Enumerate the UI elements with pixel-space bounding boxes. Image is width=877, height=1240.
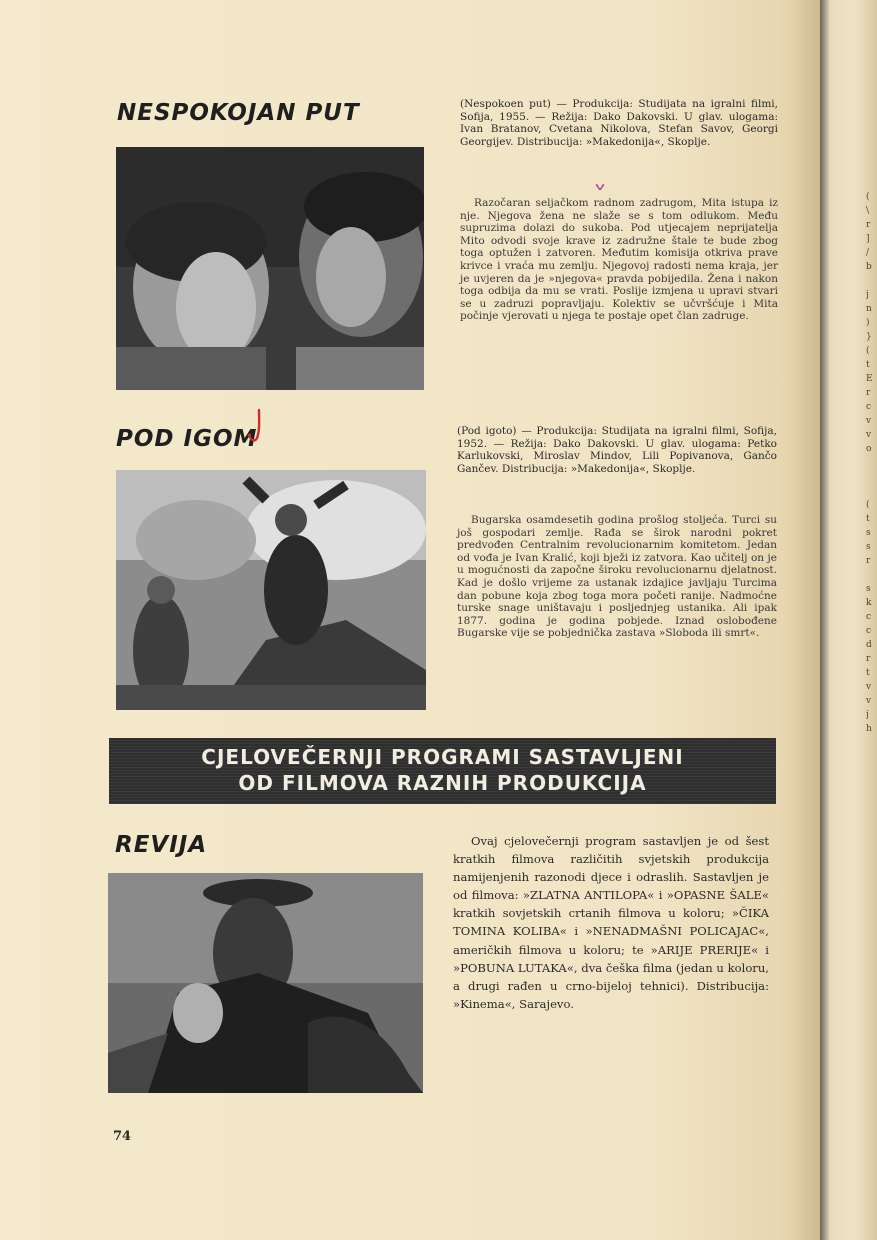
credits-nespokojan-put: (Nespokoen put) — Produkcija: Studijata na igralni filmi, Sofija, 1955. — Režija: Dako Dakovski. U glav. ulogama: Ivan Bratanov, Cvetana Nikolova, Stefan Savov, Georgi Georgijev. Distribucija: »Makedonija«, Skoplje. bbox=[460, 98, 778, 148]
film-still-nespokojan-put bbox=[116, 147, 424, 390]
film-still-pod-igom bbox=[116, 470, 426, 710]
synopsis-pod-igom: Bugarska osamdesetih godina prošlog stoljeća. Turci su još gospodari zemlje. Rađa se širok narodni pokret predvođen Centralnim revolucionarnim komitetom. Jedan od vođa je Ivan Kralić, koji bježi iz zatvora. Kao učitelj on je u mogućnosti da započne široku revolucionarnu djelatnost. Kad je došlo vrijeme za ustanak izdajice javljaju Turcima dan pobune koja zbog toga mora početi ranije. Nadmoćne turske snage uništavaju i posljednjeg ustanika. Ali ipak 1877. godina je godina pobjede. Iznad oslobođene Bugarske vije se pobjednička zastava »Sloboda ili smrt«. bbox=[457, 514, 777, 640]
section-banner bbox=[109, 738, 776, 804]
adjacent-page-text: ( \ r ] / b j n ) } ( t E r c v v o ( t s s r s k c c d r t v v j h bbox=[866, 192, 873, 734]
film-title-nespokojan-put: NESPOKOJAN PUT bbox=[117, 100, 360, 126]
film-title-revija: REVIJA bbox=[115, 832, 208, 858]
ink-mark bbox=[596, 184, 604, 190]
banner-line-1: CJELOVEČERNJI PROGRAMI SASTAVLJENI bbox=[201, 745, 684, 769]
handwritten-check-icon bbox=[247, 408, 265, 444]
credits-pod-igom: (Pod igoto) — Produkcija: Studijata na igralni filmi, Sofija, 1952. — Režija: Dako Dakovski. U glav. ulogama: Petko Karlukovski, Miroslav Mindov, Lili Popivanova, Gančo Gančev. Distribucija: »Makedonija«, Skoplje. bbox=[457, 425, 777, 475]
film-title-pod-igom: POD IGOM bbox=[116, 426, 258, 452]
page-number: 74 bbox=[113, 1129, 132, 1144]
film-still-revija bbox=[108, 873, 423, 1093]
synopsis-nespokojan-put: Razočaran seljačkom radnom zadrugom, Mita istupa iz nje. Njegova žena ne slaže se s tom odlukom. Među supruzima dolazi do sukoba. Pod utjecajem neprijatelja Mito odvodi svoje krave iz zadružne štale te bude zbog toga optužen i zatvoren. Međutim komisija otkriva prave krivce i vraća mu zemlju. Njegovoj radosti nema kraja, jer je uvjeren da je »njegova« pravda pobijedila. Žena i nakon toga odbija da mu se vrati. Poslije izmjena u upravi stvari se u zadruzi popravljaju. Kolektiv se učvršćuje i Mita počinje vjerovati u njega te postaje opet član zadruge. bbox=[460, 197, 778, 323]
revija-description: Ovaj cjelovečernji program sastavljen je od šest kratkih filmova različitih svjetskih produkcija namijenjenih razonodi djece i odraslih. Sastavljen je od filmova: »ZLATNA ANTILOPA« i »OPASNE ŠALE« kratkih sovjetskih crtanih filmova u koloru; »ČIKA TOMINA KOLIBA« i »NENADMAŠNI POLICAJAC«, američkih filmova u koloru; te »ARIJE PRERIJE« i »POBUNA LUTAKA«, dva češka filma (jedan u koloru, a drugi rađen u crno-bijeloj tehnici). Distribucija: »Kinema«, Sarajevo. bbox=[453, 834, 769, 1011]
banner-line-2: OD FILMOVA RAZNIH PRODUKCIJA bbox=[238, 771, 647, 795]
